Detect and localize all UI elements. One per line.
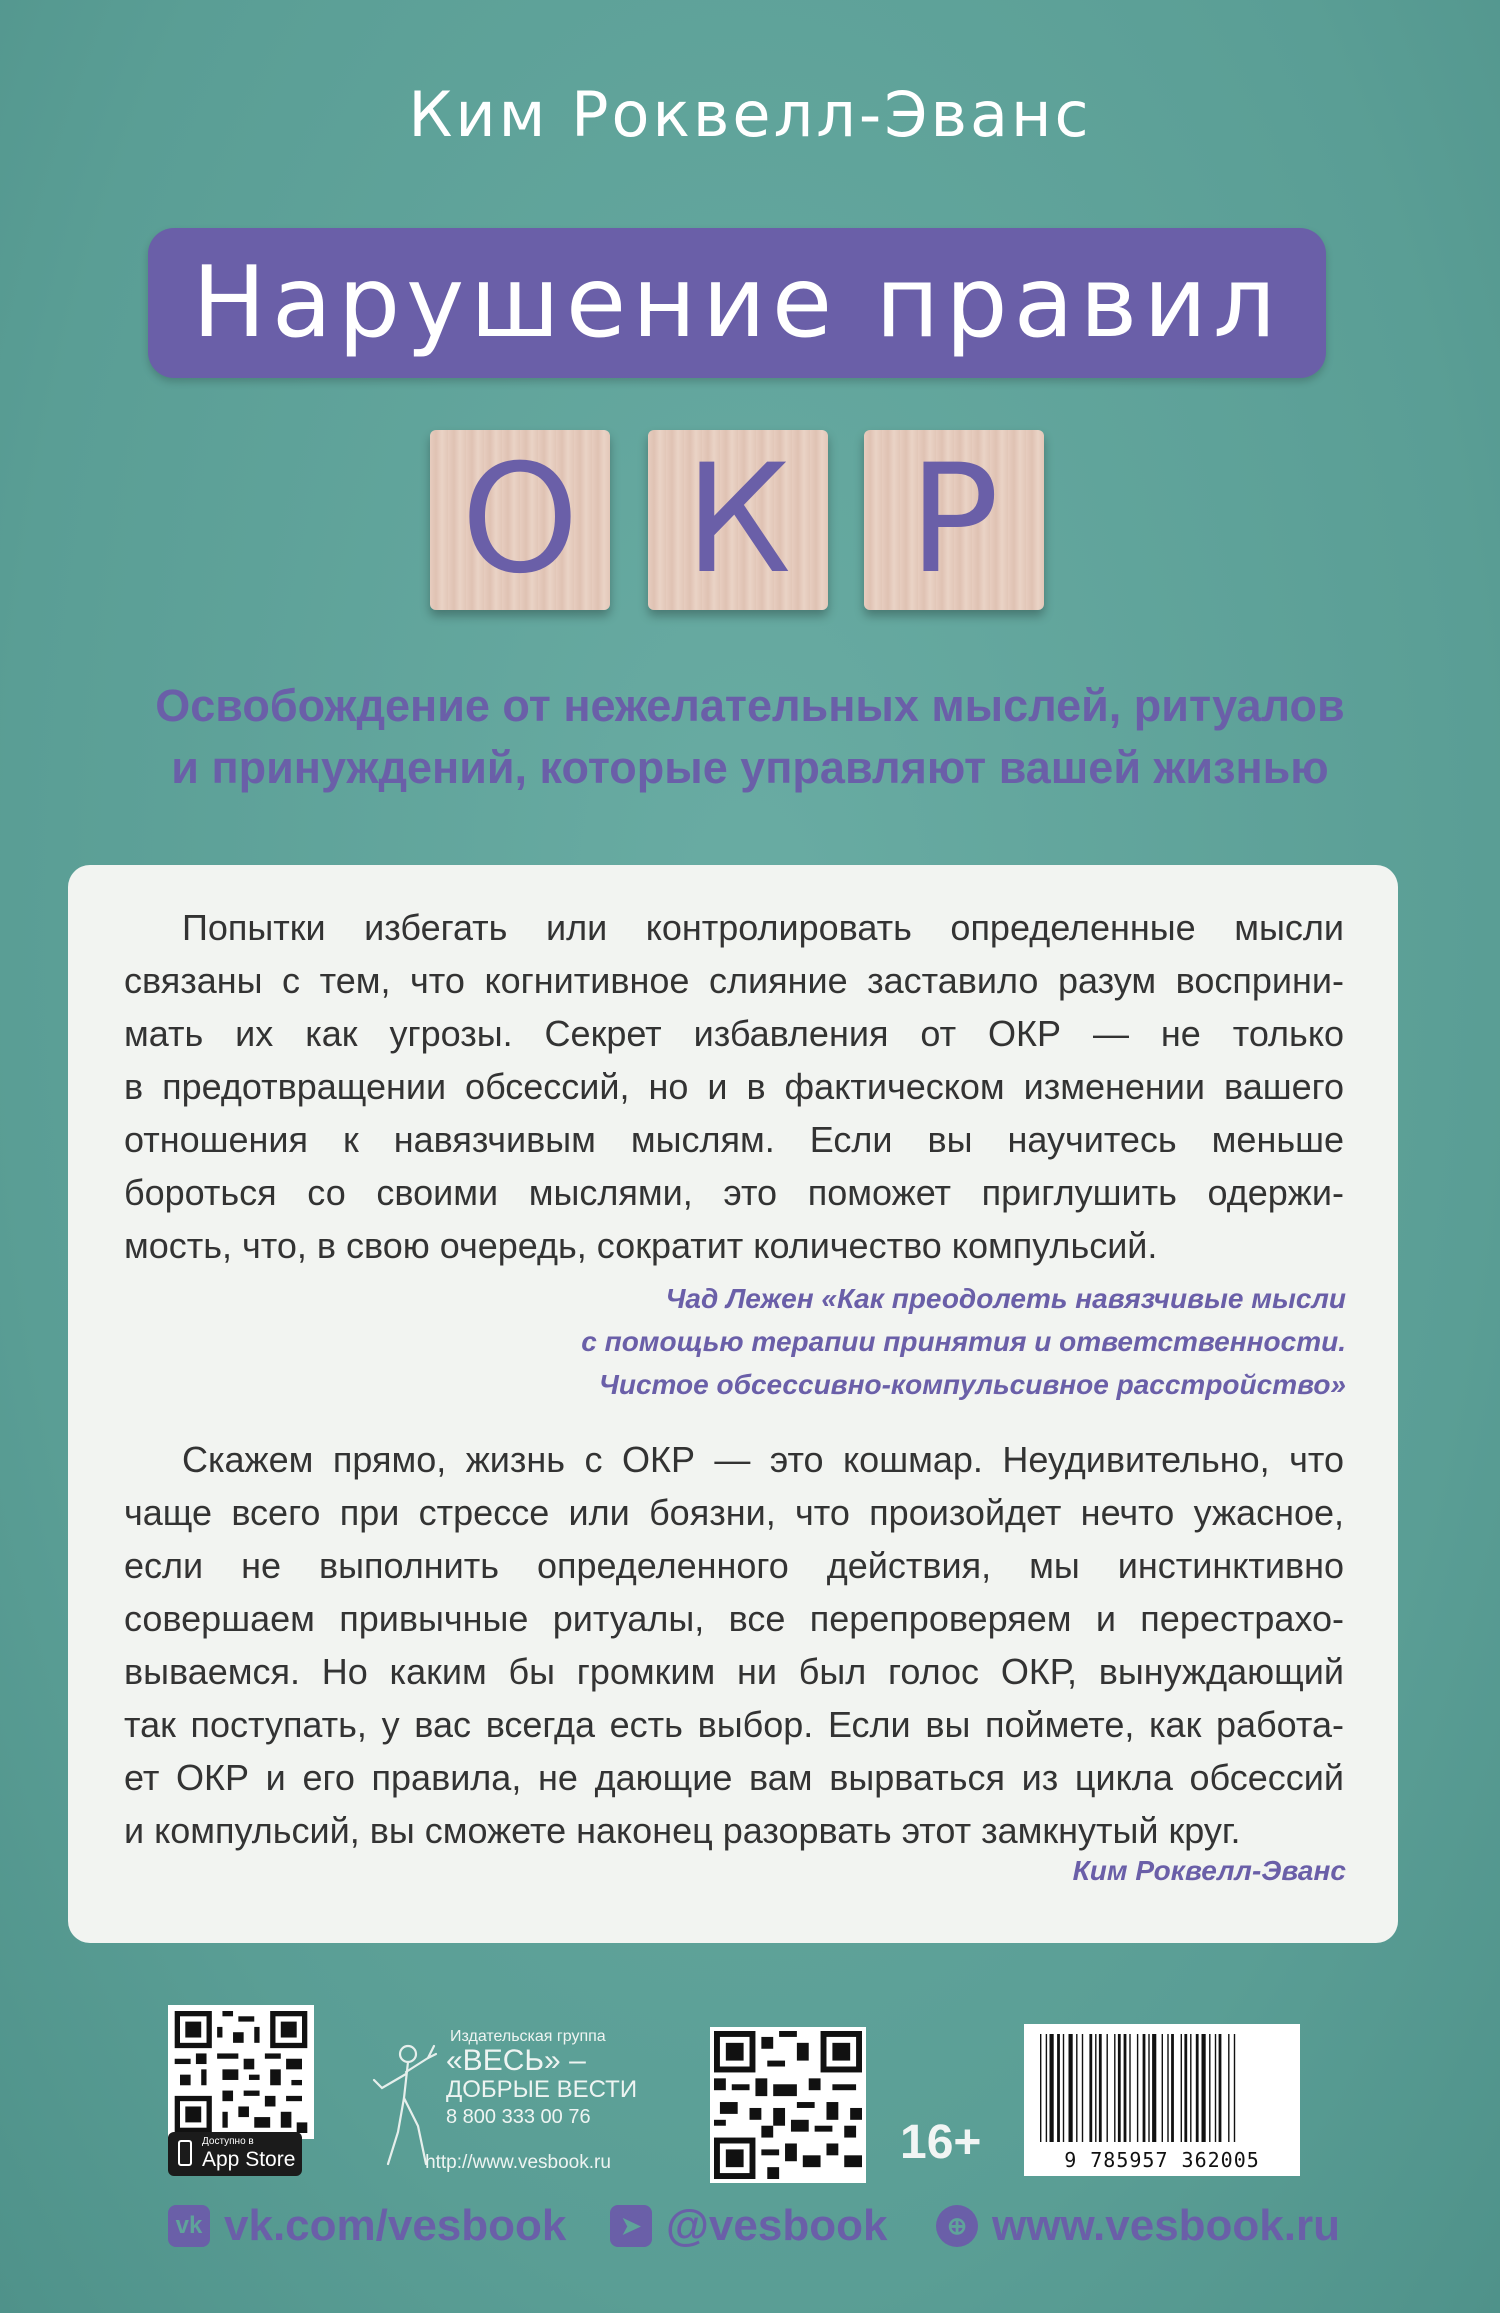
- text-line: так поступать, у вас всегда есть выбор. Если вы поймете, как работа-: [124, 1704, 1344, 1745]
- barcode-bar: [1069, 2034, 1073, 2142]
- vk-icon: vk: [168, 2205, 210, 2247]
- telegram-icon: ➤: [610, 2205, 652, 2247]
- barcode-bar: [1234, 2034, 1235, 2142]
- barcode-bar: [1046, 2034, 1047, 2142]
- publisher-block: [368, 2028, 648, 2176]
- barcode-bar: [1076, 2034, 1077, 2142]
- barcode-bar: [1107, 2034, 1108, 2142]
- barcode-bar: [1152, 2034, 1156, 2142]
- qr-code-app[interactable]: [168, 2005, 314, 2139]
- paragraph-1: [124, 901, 1344, 1272]
- social-link-text[interactable]: www.vesbook.ru: [992, 2201, 1341, 2250]
- text-line: ет ОКР и его правила, не дающие вам вырваться из цикла обсессий: [124, 1757, 1344, 1798]
- barcode-bar: [1228, 2034, 1229, 2142]
- social-link-text[interactable]: @vesbook: [666, 2201, 888, 2250]
- phone-icon: [178, 2140, 192, 2166]
- publisher-group-label: Издательская группа: [450, 2028, 606, 2045]
- barcode-bar: [1057, 2034, 1060, 2142]
- text-line: совершаем привычные ритуалы, все перепроверяем и перестрахо-: [124, 1598, 1344, 1639]
- subtitle-line: и принуждений, которые управляют вашей жизнью: [171, 742, 1329, 793]
- text-line: Попытки избегать или контролировать определенные мысли: [182, 907, 1344, 948]
- barcode-bar: [1099, 2034, 1102, 2142]
- publisher-slogan: ДОБРЫЕ ВЕСТИ: [446, 2076, 638, 2103]
- social-vk[interactable]: [168, 2196, 566, 2256]
- barcode-bar: [1167, 2034, 1168, 2142]
- barcode-bar: [1114, 2034, 1115, 2142]
- barcode-bar: [1095, 2034, 1096, 2142]
- book-title: Нарушение правил: [192, 246, 1282, 360]
- social-telegram[interactable]: [610, 2196, 887, 2256]
- text-line: если не выполнить определенного действия, мы инстинктивно: [124, 1545, 1344, 1586]
- barcode-bar: [1184, 2034, 1187, 2142]
- barcode-bar: [1215, 2034, 1216, 2142]
- text-panel: [68, 865, 1398, 1943]
- quote-line: с помощью терапии принятия и ответственности.: [581, 1326, 1346, 1357]
- text-line: мать их как угрозы. Секрет избавления от ОКР — не только: [124, 1013, 1344, 1054]
- publisher-name: «ВЕСЬ» –: [446, 2044, 586, 2077]
- barcode-bar: [1089, 2034, 1092, 2142]
- barcode-bar: [1162, 2034, 1163, 2142]
- quote-line: Чад Лежен «Как преодолеть навязчивые мысли: [665, 1283, 1346, 1314]
- age-rating: 16+: [900, 2116, 982, 2169]
- text-line: Скажем прямо, жизнь с ОКР — это кошмар. Неудивительно, что: [182, 1439, 1344, 1480]
- text-line: чаще всего при стрессе или боязни, что произойдет нечто ужасное,: [124, 1492, 1344, 1533]
- subtitle: [60, 675, 1440, 799]
- text-line: в предотвращении обсессий, но и в фактическом изменении вашего: [124, 1066, 1344, 1107]
- barcode-bar: [1050, 2034, 1054, 2142]
- barcode-bar: [1171, 2034, 1174, 2142]
- subtitle-line: Освобождение от нежелательных мыслей, ритуалов: [155, 680, 1345, 731]
- barcode-bar: [1181, 2034, 1182, 2142]
- qr-code-site[interactable]: [710, 2027, 866, 2183]
- signature: Ким Роквелл-Эванс: [1072, 1855, 1346, 1886]
- barcode-bar: [1219, 2034, 1222, 2142]
- barcode-bar: [1202, 2034, 1206, 2142]
- text-line: вываемся. Но каким бы громким ни был голос ОКР, вынуждающий: [124, 1651, 1344, 1692]
- barcode-bars: [1038, 2034, 1286, 2142]
- letter-block-k: К: [648, 430, 828, 610]
- barcode-bar: [1148, 2034, 1149, 2142]
- isbn-digits: 9 785957 362005: [1064, 2148, 1260, 2172]
- social-website[interactable]: [936, 2196, 1340, 2256]
- letter-block-o: О: [430, 430, 610, 610]
- barcode-bar: [1040, 2034, 1041, 2142]
- app-store-badge[interactable]: Доступно в App Store: [168, 2132, 302, 2176]
- qr-pattern: [714, 2031, 862, 2179]
- barcode-bar: [1143, 2034, 1146, 2142]
- publisher-url[interactable]: http://www.vesbook.ru: [425, 2152, 611, 2173]
- text-line: мость, что, в свою очередь, сократит количество компульсий.: [124, 1225, 1158, 1266]
- social-link-text[interactable]: vk.com/vesbook: [224, 2201, 567, 2250]
- isbn-barcode: [1024, 2024, 1300, 2176]
- barcode-bar: [1118, 2034, 1121, 2142]
- barcode-bar: [1196, 2034, 1199, 2142]
- barcode-bar: [1129, 2034, 1130, 2142]
- text-line: и компульсий, вы сможете наконец разорвать этот замкнутый круг.: [124, 1810, 1241, 1851]
- barcode-bar: [1124, 2034, 1127, 2142]
- globe-icon: ⊕: [936, 2205, 978, 2247]
- publisher-phone: 8 800 333 00 76: [446, 2106, 591, 2128]
- author-name: Ким Роквелл-Эванс: [408, 78, 1092, 151]
- qr-pattern: [174, 2011, 308, 2133]
- quote-attribution: [346, 1277, 1346, 1406]
- paragraph-2: [124, 1433, 1344, 1857]
- letter-blocks: [0, 430, 1500, 615]
- barcode-bar: [1190, 2034, 1191, 2142]
- text-line: отношения к навязчивым мыслям. Если вы научитесь меньше: [124, 1119, 1344, 1160]
- letter-block-r: Р: [864, 430, 1044, 610]
- quote-line: Чистое обсессивно-компульсивное расстройство»: [599, 1369, 1346, 1400]
- text-line: бороться со своими мыслями, это поможет приглушить одержи-: [124, 1172, 1344, 1213]
- title-band: [148, 228, 1326, 378]
- barcode-bar: [1209, 2034, 1210, 2142]
- barcode-bar: [1063, 2034, 1064, 2142]
- text-line: связаны с тем, что когнитивное слияние заставило разум восприни-: [124, 960, 1344, 1001]
- barcode-bar: [1137, 2034, 1138, 2142]
- barcode-bar: [1082, 2034, 1083, 2142]
